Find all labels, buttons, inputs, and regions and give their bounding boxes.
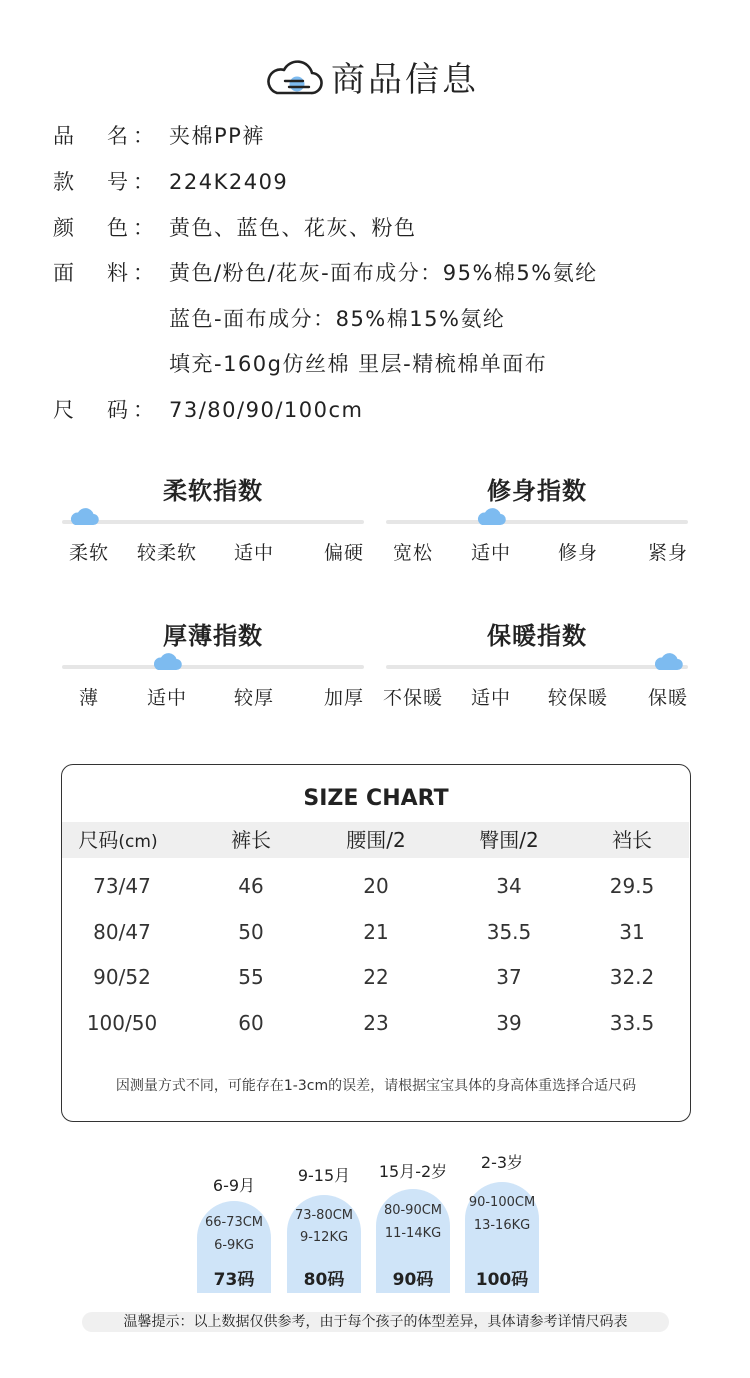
info-label-char: 款 [53,170,74,194]
header-waist: 腰围/2 [346,828,406,852]
index-track [386,665,688,669]
table-cell: 73/47 [93,874,151,898]
age-size: 73码 [213,1270,255,1290]
page-title: 商品信息 [331,60,479,100]
age-size: 100码 [475,1270,529,1290]
info-label-char: 名 [107,124,128,148]
cloud-icon [152,651,182,671]
index-title: 柔软指数 [163,477,263,505]
age-height: 66-73CM [204,1215,264,1230]
header-size-unit: (cm) [118,832,158,852]
index-track [62,520,364,524]
index-label: 加厚 [323,687,365,709]
index-label: 薄 [78,687,100,709]
index-label: 保暖 [647,687,689,709]
age-pill [197,1201,271,1293]
index-labels [62,685,364,713]
index-label: 较保暖 [547,687,609,709]
age-guide-item [197,1175,271,1293]
table-row [62,1007,689,1039]
info-label-char: 号 [107,170,128,194]
age-pill [287,1195,361,1293]
info-colon: ： [133,124,154,148]
table-cell: 100/50 [86,1011,158,1035]
info-label-char: 尺 [53,398,74,422]
index-label: 较柔软 [136,542,198,564]
age-height: 90-100CM [468,1195,536,1210]
age-weight: 11-14KG [384,1226,442,1241]
index-label: 较厚 [233,687,275,709]
size-chart-note: 因测量方式不同，可能存在1-3cm的误差，请根据宝宝具体的身高体重选择合适尺码 [115,1078,637,1094]
index-title: 保暖指数 [487,622,587,650]
age-guide-item [376,1161,450,1293]
age-pill [465,1182,539,1293]
table-cell: 23 [363,1011,389,1035]
info-label-char: 码 [107,398,128,422]
header-rise: 裆长 [612,828,652,852]
cloud-logo-icon [265,60,323,96]
table-cell: 55 [238,965,264,989]
info-value: 224K2409 [169,170,289,194]
info-value: 黄色/粉色/花灰-面布成分：95%棉5%氨纶 [169,261,598,285]
index-title: 厚薄指数 [163,622,263,650]
cloud-icon [69,506,99,526]
tip-bar: 温馨提示：以上数据仅供参考，由于每个孩子的体型差异，具体请参考详情尺码表 [82,1312,669,1332]
header-hip: 臀围/2 [479,828,539,852]
index-label: 适中 [470,687,512,709]
table-cell: 34 [496,874,522,898]
header-pants-length: 裤长 [231,828,271,852]
age-height: 80-90CM [383,1203,443,1218]
table-cell: 21 [363,920,389,944]
table-cell: 46 [238,874,264,898]
table-cell: 32.2 [609,965,655,989]
age-label: 9-15月 [297,1166,351,1185]
info-label-char: 颜 [53,216,74,240]
age-label: 2-3岁 [480,1153,524,1172]
index-label: 适中 [233,542,275,564]
table-cell: 33.5 [609,1011,655,1035]
index-label: 宽松 [392,542,434,564]
table-row [62,916,689,948]
table-cell: 29.5 [609,874,655,898]
table-cell: 37 [496,965,522,989]
age-weight: 13-16KG [473,1218,531,1233]
table-row [62,870,689,902]
age-weight: 6-9KG [214,1238,254,1253]
info-label-char: 面 [53,261,74,285]
info-colon: ： [133,398,154,422]
cloud-icon [653,651,683,671]
table-cell: 35.5 [486,920,532,944]
index-labels [62,540,364,568]
table-row [62,961,689,993]
table-cell: 50 [238,920,264,944]
info-value: 73/80/90/100cm [169,398,364,422]
age-guide-item [287,1165,361,1293]
age-label: 15月-2岁 [378,1162,448,1181]
table-cell: 39 [496,1011,522,1035]
info-value: 夹棉PP裤 [169,124,265,148]
header-size-label: 尺码 [78,828,119,852]
table-cell: 22 [363,965,389,989]
index-label: 适中 [470,542,512,564]
cloud-icon [476,506,506,526]
age-label: 6-9月 [212,1176,256,1195]
table-cell: 90/52 [93,965,151,989]
index-label: 不保暖 [382,687,444,709]
index-label: 紧身 [647,542,689,564]
size-chart-header [62,822,689,858]
index-label: 柔软 [68,542,110,564]
table-cell: 60 [238,1011,264,1035]
info-value: 填充-160g仿丝棉 里层-精梳棉单面布 [169,352,548,376]
info-colon: ： [133,170,154,194]
index-labels [382,685,689,713]
info-label-char: 色 [107,216,128,240]
info-value: 蓝色-面布成分：85%棉15%氨纶 [169,307,506,331]
info-label-char: 品 [53,124,74,148]
index-label: 适中 [146,687,188,709]
index-track [386,520,688,524]
page-header [0,58,750,104]
index-labels [386,540,688,568]
index-label: 偏硬 [323,542,365,564]
table-cell: 80/47 [93,920,151,944]
index-title: 修身指数 [487,477,587,505]
age-pill [376,1189,450,1293]
age-guide-item [465,1152,539,1293]
age-weight: 9-12KG [299,1230,349,1245]
info-label-char: 料 [107,261,128,285]
table-cell: 31 [619,920,645,944]
info-colon: ： [133,216,154,240]
table-cell: 20 [363,874,389,898]
index-track [62,665,364,669]
info-colon: ： [133,261,154,285]
size-chart-title: SIZE CHART [303,786,449,811]
size-chart [61,764,691,1122]
age-size: 90码 [392,1270,434,1290]
header-size [78,822,157,860]
age-size: 80码 [303,1270,345,1290]
info-value: 黄色、蓝色、花灰、粉色 [169,216,417,240]
index-label: 修身 [557,542,599,564]
age-height: 73-80CM [294,1208,354,1223]
